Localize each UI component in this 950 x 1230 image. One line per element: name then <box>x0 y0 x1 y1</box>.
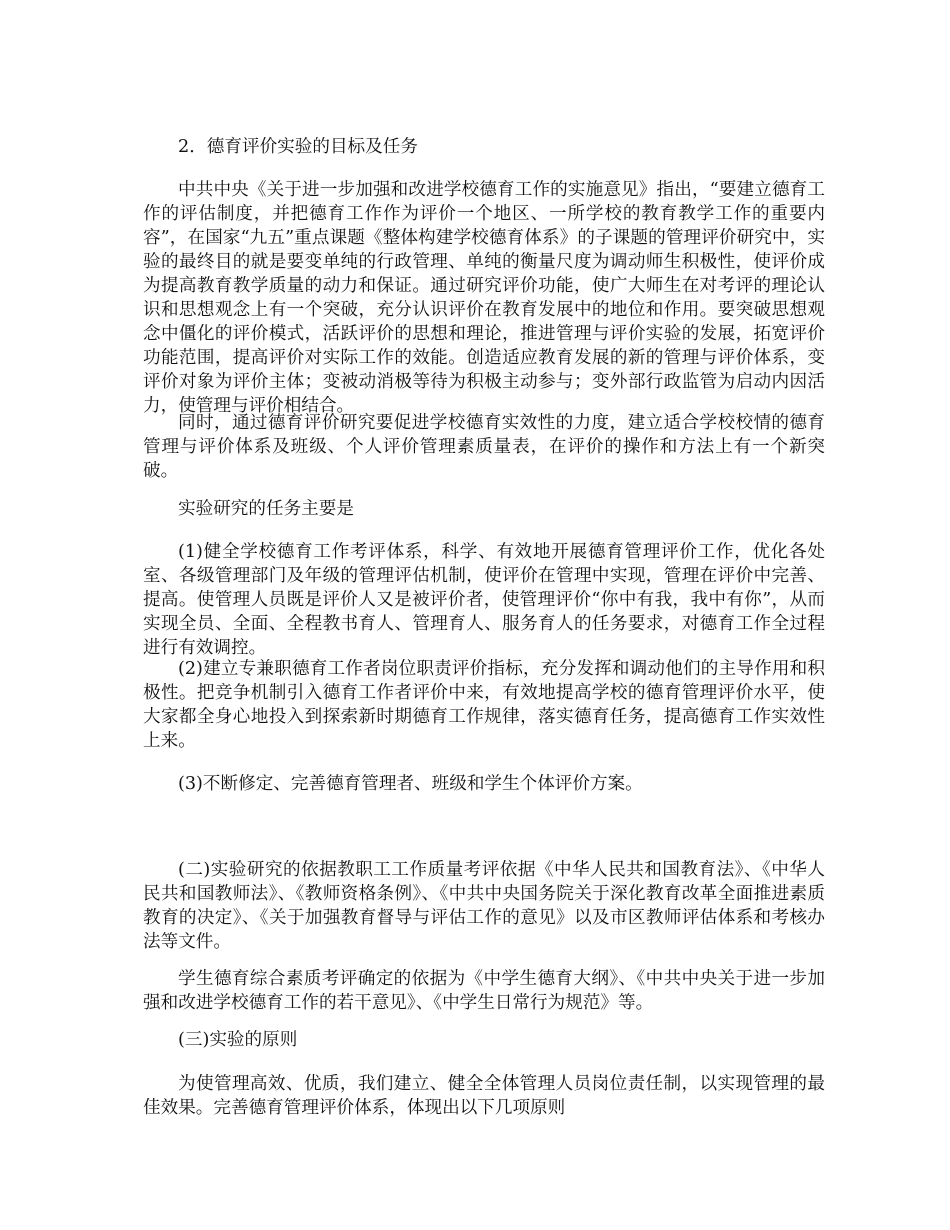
paragraph-simultaneously: 同时，通过德育评价研究要促进学校德育实效性的力度，建立适合学校校情的德育管理与评价体系及班级、个人评价管理素质量表，在评价的操作和方法上有一个新突破。 <box>143 413 825 481</box>
paragraph-basis: (二)实验研究的依据教职工工作质量考评依据《中华人民共和国教育法》、《中华人民共和国教师法》、《教师资格条例》、《中共中央国务院关于深化教育改革全面推进素质教育的决定》、《关于加强教育督导与评估工作的意见》以及市区教师评估体系和考核办法等文件。 <box>143 860 825 952</box>
paragraph-student-basis: 学生德育综合素质考评确定的依据为《中学生德育大纲》、《中共中央关于进一步加强和改进学校德育工作的若干意见》、《中学生日常行为规范》等。 <box>143 969 825 1013</box>
paragraph-task-1: (1)健全学校德育工作考评体系，科学、有效地开展德育管理评价工作，优化各处室、各级管理部门及年级的管理评估机制，使评价在管理中实现，管理在评价中完善、提高。使管理人员既是评价人又是被评价者，使管理评价“你中有我，我中有你”，从而实现全员、全面、全程教书育人、管理育人、服务育人的任务要求，对德育工作全过程进行有效调控。 <box>143 542 825 658</box>
paragraph-task-2: (2)建立专兼职德育工作者岗位职责评价指标，充分发挥和调动他们的主导作用和积极性。把竞争机制引入德育工作者评价中来，有效地提高学校的德育管理评价水平，使大家都全身心地投入到探索新时期德育工作规律，落实德育任务，提高德育工作实效性上来。 <box>143 659 825 751</box>
paragraph-tasks-heading: 实验研究的任务主要是 <box>178 499 354 519</box>
paragraph-goals-intro: 中共中央《关于进一步加强和改进学校德育工作的实施意见》指出，“要建立德育工作的评估制度，并把德育工作作为评价一个地区、一所学校的教育教学工作的重要内容”，在国家“九五”重点课题《整体构建学校德育体系》的子课题的管理评价研究中，实验的最终目的就是要变单纯的行政管理、单纯的衡量尺度为调动师生积极性，使评价成为提高教育教学质量的动力和保证。通过研究评价功能，使广大师生在对考评的理论认识和思想观念上有一个突破，充分认识评价在教育发展中的地位和作用。要突破思想观念中僵化的评价模式，活跃评价的思想和理论，推进管理与评价实验的发展，拓宽评价功能范围，提高评价对实际工作的效能。创造适应教育发展的新的管理与评价体系，变评价对象为评价主体；变被动消极等待为积极主动参与；变外部行政监管为启动内因活力，使管理与评价相结合。 <box>143 180 825 416</box>
section-heading-principles: (三)实验的原则 <box>178 1030 298 1050</box>
section-heading-goals: 2．德育评价实验的目标及任务 <box>178 137 418 157</box>
paragraph-principles-intro: 为使管理高效、优质，我们建立、健全全体管理人员岗位责任制，以实现管理的最佳效果。完善德育管理评价体系，体现出以下几项原则 <box>143 1074 825 1118</box>
paragraph-task-3: (3)不断修定、完善德育管理者、班级和学生个体评价方案。 <box>178 774 643 794</box>
